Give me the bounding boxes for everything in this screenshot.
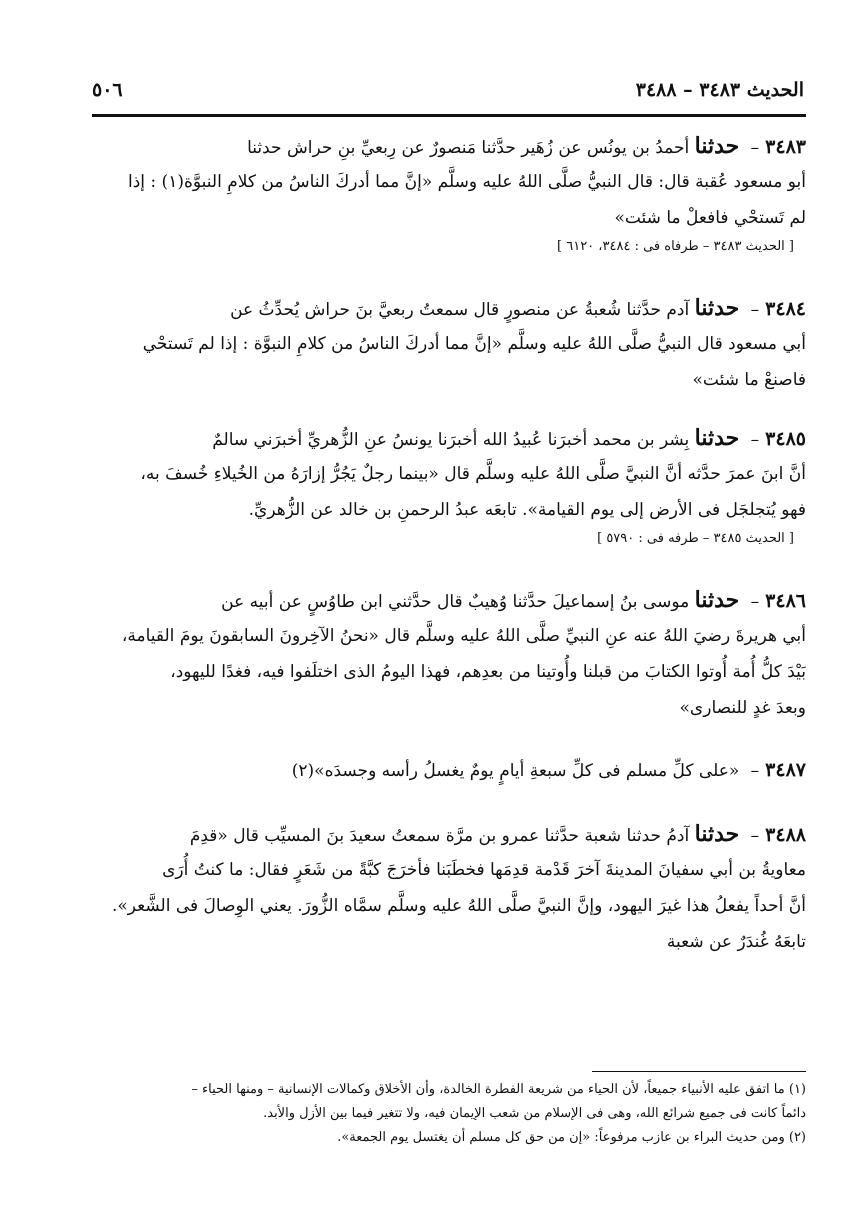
hadith-number: ٣٤٨٣ bbox=[765, 136, 806, 158]
cross-reference: [ الحديث ٣٤٨٥ – طرفه فى : ٥٧٩٠ ] bbox=[597, 531, 794, 546]
hadith-line: ٣٤٨٧– «على كلِّ مسلم فى كلِّ سبعةِ أيامٍ يومٌ يغسلُ رأسه وجسدَه»(٢) bbox=[291, 759, 806, 781]
hadith-range-heading: الحديث ٣٤٨٣ – ٣٤٨٨ bbox=[635, 79, 804, 101]
hadith-3486 bbox=[92, 582, 806, 726]
hadith-text: أنَّ أحداً يفعلُ هذا غيرَ اليهود، وإنَّ النبيَّ صلَّى اللهُ عليه وسلَّم سمَّاه الزُّورَ. يعني الوِصالَ فى الشَّعر». bbox=[111, 896, 806, 916]
hadith-text: أبي هريرةَ رضيَ اللهُ عنه عنِ النبيِّ صلَّى اللهُ عليه وسلَّم قال «نحنُ الآخِرونَ السابقونَ يومَ القيامة، bbox=[121, 626, 806, 646]
hadith-text: «على كلِّ مسلم فى كلِّ سبعةِ أيامٍ يومٌ يغسلُ رأسه وجسدَه»(٢) bbox=[291, 761, 740, 781]
hadith-3488 bbox=[92, 816, 806, 960]
hadith-text: آدم حدَّثنا شُعبةُ عن منصورٍ قال سمعتُ ربعيَّ بنَ حراش يُحدِّثُ عن bbox=[230, 300, 690, 320]
hadith-text: موسى بنُ إسماعيلَ حدَّثنا وُهيبٌ قال حدَّثني ابن طاوُسٍ عن أبيه عن bbox=[221, 592, 690, 612]
hadith-text: أبو مسعود عُقبة قال: قال النبيُّ صلَّى اللهُ عليه وسلَّم «إنَّ مما أدركَ الناسُ من كلامِ النبوَّة(١) : إذا bbox=[128, 172, 806, 192]
header-rule bbox=[92, 114, 806, 117]
hadith-text: معاويةُ بن أبي سفيانَ المدينةَ آخرَ قَدْمة قدِمَها فخطَبَنا فأخرَجَ كبَّةً من شَعَرٍ فقال: ما كنتُ أُرَى bbox=[162, 860, 806, 880]
hadith-line: ٣٤٨٤– حدثنا آدم حدَّثنا شُعبةُ عن منصورٍ قال سمعتُ ربعيَّ بنَ حراش يُحدِّثُ عن bbox=[230, 295, 806, 321]
footnote-line: (٢) ومن حديث البراء بن عازب مرفوعاً: «إن من حق كل مسلم أن يغتسل يوم الجمعة». bbox=[337, 1130, 806, 1145]
hadith-number: ٣٤٨٧ bbox=[765, 759, 806, 781]
hadith-line: ٣٤٨٣– حدثنا أحمدُ بن يونُس عن زُهَير حدَّثنا مَنصورٌ عن رِبعيِّ بنِ حراش حدثنا bbox=[247, 133, 806, 159]
hadith-number: ٣٤٨٨ bbox=[765, 824, 806, 846]
haddathana-marker: حدثنا bbox=[694, 821, 740, 847]
footnote-rule bbox=[592, 1071, 806, 1072]
hadith-number: ٣٤٨٦ bbox=[765, 590, 806, 612]
haddathana-marker: حدثنا bbox=[694, 425, 740, 451]
hadith-number: ٣٤٨٤ bbox=[765, 298, 806, 320]
hadith-text: أنَّ ابنَ عمرَ حدَّثه أنَّ النبيَّ صلَّى اللهُ عليه وسلَّم قال «بينما رجلٌ يَجُرُّ إزارَهُ من الخُيلاءِ خُسفَ به، bbox=[140, 464, 806, 484]
page-header bbox=[92, 74, 804, 106]
hadith-text: فاصنعْ ما شئت» bbox=[692, 370, 806, 390]
hadith-text: لم تَستحْي فافعلْ ما شئت» bbox=[614, 208, 806, 228]
hadith-text: وبعدَ غدٍ للنصارى» bbox=[679, 698, 806, 718]
hadith-3483 bbox=[92, 128, 806, 258]
hadith-line: ٣٤٨٨– حدثنا آدمُ حدثنا شعبة حدَّثنا عمرو بن مرَّة سمعتُ سعيدَ بنَ المسيِّب قال «قدِمَ bbox=[189, 821, 806, 847]
hadith-text: فهو يُتجلجَل فى الأرض إلى يوم القيامة». تابعَه عبدُ الرحمنِ بن خالد عن الزُّهريِّ. bbox=[248, 500, 806, 520]
hadith-text: أبي مسعود قال النبيُّ صلَّى اللهُ عليه وسلَّم «إنَّ مما أدركَ الناسُ من كلامِ النبوَّة : إذا لم تَستحْي bbox=[142, 334, 806, 354]
haddathana-marker: حدثنا bbox=[694, 133, 740, 159]
hadith-3485 bbox=[92, 420, 806, 550]
hadith-text: بِشر بن محمد أخبرَنا عُبيدُ الله أخبرَنا يونسُ عنِ الزُّهريِّ أخبرَني سالمٌ bbox=[212, 430, 690, 450]
haddathana-marker: حدثنا bbox=[694, 295, 740, 321]
hadith-3487 bbox=[92, 752, 806, 788]
hadith-text: بَيْدَ كلُّ أُمة أُوتوا الكتابَ من قبلنا وأُوتينا من بعدِهم، فهذا اليومُ الذى اختلَفوا فيه، فغدًا لليهود، bbox=[170, 662, 806, 682]
page-number: ٥٠٦ bbox=[92, 79, 123, 101]
hadith-line: ٣٤٨٦– حدثنا موسى بنُ إسماعيلَ حدَّثنا وُهيبٌ قال حدَّثني ابن طاوُسٍ عن أبيه عن bbox=[221, 587, 806, 613]
footnotes bbox=[82, 1078, 806, 1150]
hadith-line: ٣٤٨٥– حدثنا بِشر بن محمد أخبرَنا عُبيدُ الله أخبرَنا يونسُ عنِ الزُّهريِّ أخبرَني سالمٌ bbox=[212, 425, 806, 451]
hadith-number: ٣٤٨٥ bbox=[765, 428, 806, 450]
haddathana-marker: حدثنا bbox=[694, 587, 740, 613]
footnote-line: (١) ما اتفق عليه الأنبياء جميعاً، لأن الحياء من شريعة الفطرة الخالدة، وأن الأخلاق وكمالات الإنسانية – ومنها الحياء – bbox=[191, 1082, 806, 1097]
footnote-line: دائماً كانت فى جميع شرائع الله، وهى فى الإسلام من شعب الإيمان فيه، ولا تتغير فيما بين الأزل والأبد. bbox=[263, 1106, 806, 1121]
hadith-text: أحمدُ بن يونُس عن زُهَير حدَّثنا مَنصورٌ عن رِبعيِّ بنِ حراش حدثنا bbox=[247, 138, 690, 158]
hadith-3484 bbox=[92, 290, 806, 398]
cross-reference: [ الحديث ٣٤٨٣ – طرفاه فى : ٣٤٨٤، ٦١٢٠ ] bbox=[557, 239, 794, 254]
hadith-text: تابعَهُ غُندَرٌ عن شعبة bbox=[666, 932, 806, 952]
hadith-text: آدمُ حدثنا شعبة حدَّثنا عمرو بن مرَّة سمعتُ سعيدَ بنَ المسيِّب قال «قدِمَ bbox=[189, 826, 690, 846]
